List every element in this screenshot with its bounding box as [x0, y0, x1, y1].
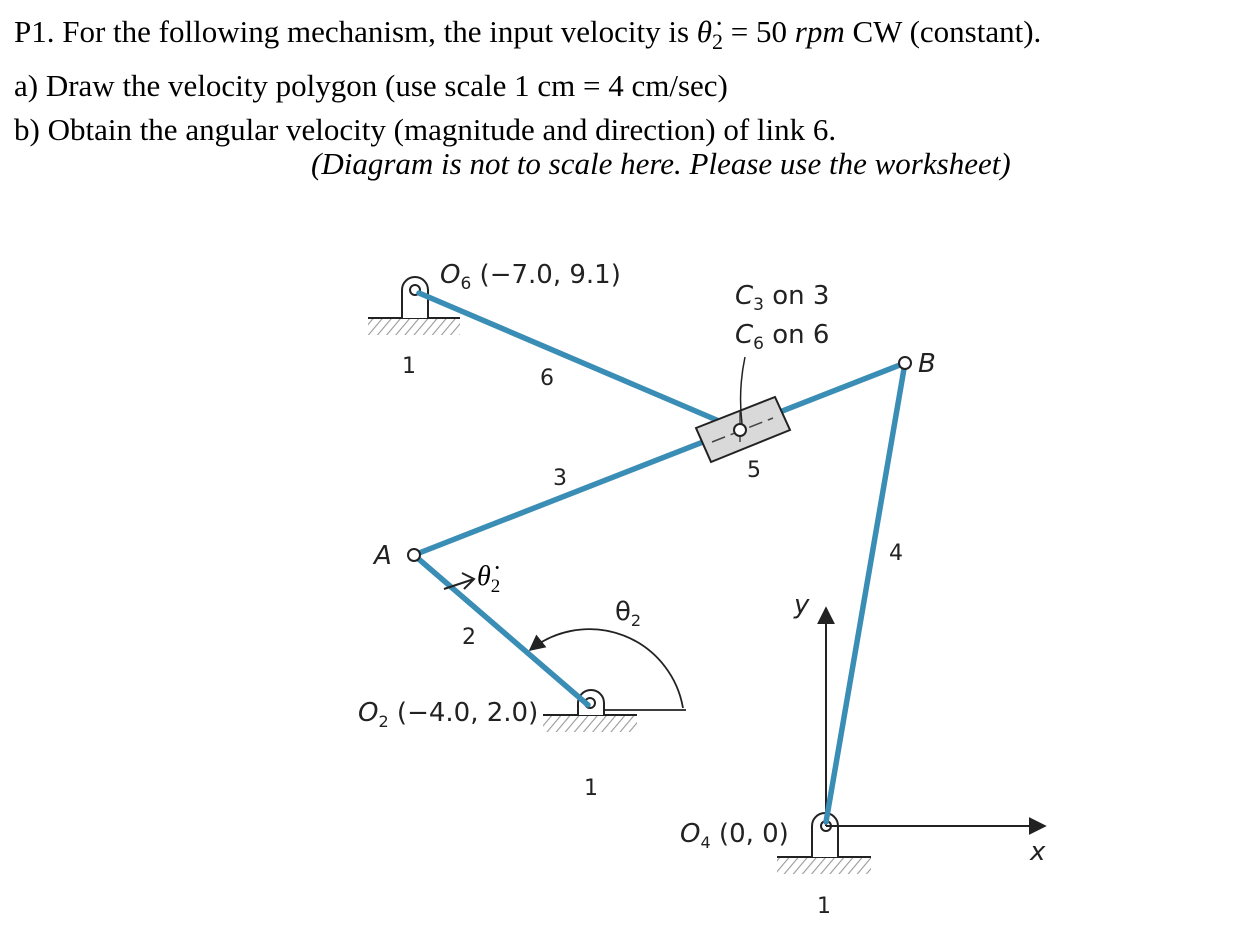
o6-subscript: 6: [460, 274, 472, 294]
part-a: a) Draw the velocity polygon (use scale 1 cm = 4 cm/sec): [14, 68, 728, 104]
link-3: [414, 363, 905, 555]
theta-dot-subscript: 2: [712, 29, 724, 55]
label-theta2-dot: [477, 561, 500, 597]
label-axis-y: y: [794, 590, 810, 620]
theta2-dot-symbol: θ̇: [477, 561, 491, 592]
c3-name: C: [735, 281, 754, 311]
o2-name: O: [358, 698, 379, 728]
joint-a: [408, 549, 420, 561]
joint-b: [899, 357, 911, 369]
o2-subscript: 2: [378, 712, 389, 731]
label-o6: [440, 260, 621, 294]
slider-block-5: [696, 397, 790, 462]
theta2-symbol: θ: [615, 597, 631, 627]
o2-coords: (−4.0, 2.0): [388, 698, 539, 728]
label-c6: [735, 320, 829, 354]
c6-text: on 6: [763, 320, 830, 350]
o6-name: O: [440, 260, 461, 290]
label-theta2: [615, 597, 641, 630]
label-link-5: 5: [747, 458, 761, 483]
o4-name: O: [680, 819, 701, 849]
theta2-subscript: 2: [630, 611, 642, 630]
label-axis-x: x: [1030, 837, 1046, 867]
line1-prefix: P1. For the following mechanism, the input velocity is: [14, 14, 697, 49]
label-o2: [358, 698, 538, 731]
label-o4: [680, 819, 789, 852]
part-b: b) Obtain the angular velocity (magnitude and direction) of link 6.: [14, 112, 837, 148]
o4-subscript: 4: [700, 833, 711, 852]
o4-coords: (0, 0): [710, 819, 789, 849]
label-ground-left: 1: [402, 354, 416, 379]
diagram-note: (Diagram is not to scale here. Please use the worksheet): [311, 146, 1011, 181]
label-link-4: 4: [889, 541, 903, 566]
theta2-dot-subscript: 2: [490, 576, 501, 597]
line1-unit: rpm: [794, 14, 845, 49]
input-velocity-arrow: [444, 573, 474, 589]
label-link-6: 6: [540, 366, 554, 391]
c6-name: C: [735, 320, 754, 350]
link-6: [419, 293, 740, 430]
line1-value: = 50: [723, 14, 795, 49]
theta2-arc: [530, 629, 683, 708]
label-link-2: 2: [462, 625, 476, 650]
label-link-3: 3: [553, 466, 567, 491]
label-ground-right: 1: [817, 894, 831, 919]
c3-text: on 3: [763, 281, 830, 311]
ground-support-o2: [543, 690, 637, 732]
link-4: [826, 363, 905, 822]
line1-suffix: CW (constant).: [844, 14, 1042, 49]
link-2: [414, 555, 588, 705]
c6-subscript: 6: [753, 334, 764, 354]
theta-dot-symbol: θ̇: [696, 14, 713, 49]
label-point-a: A: [374, 541, 392, 571]
c3-subscript: 3: [753, 295, 764, 315]
o6-coords: (−7.0, 9.1): [471, 260, 621, 290]
label-ground-middle: 1: [584, 776, 598, 801]
label-point-b: B: [918, 349, 936, 379]
label-c3: [735, 281, 829, 315]
